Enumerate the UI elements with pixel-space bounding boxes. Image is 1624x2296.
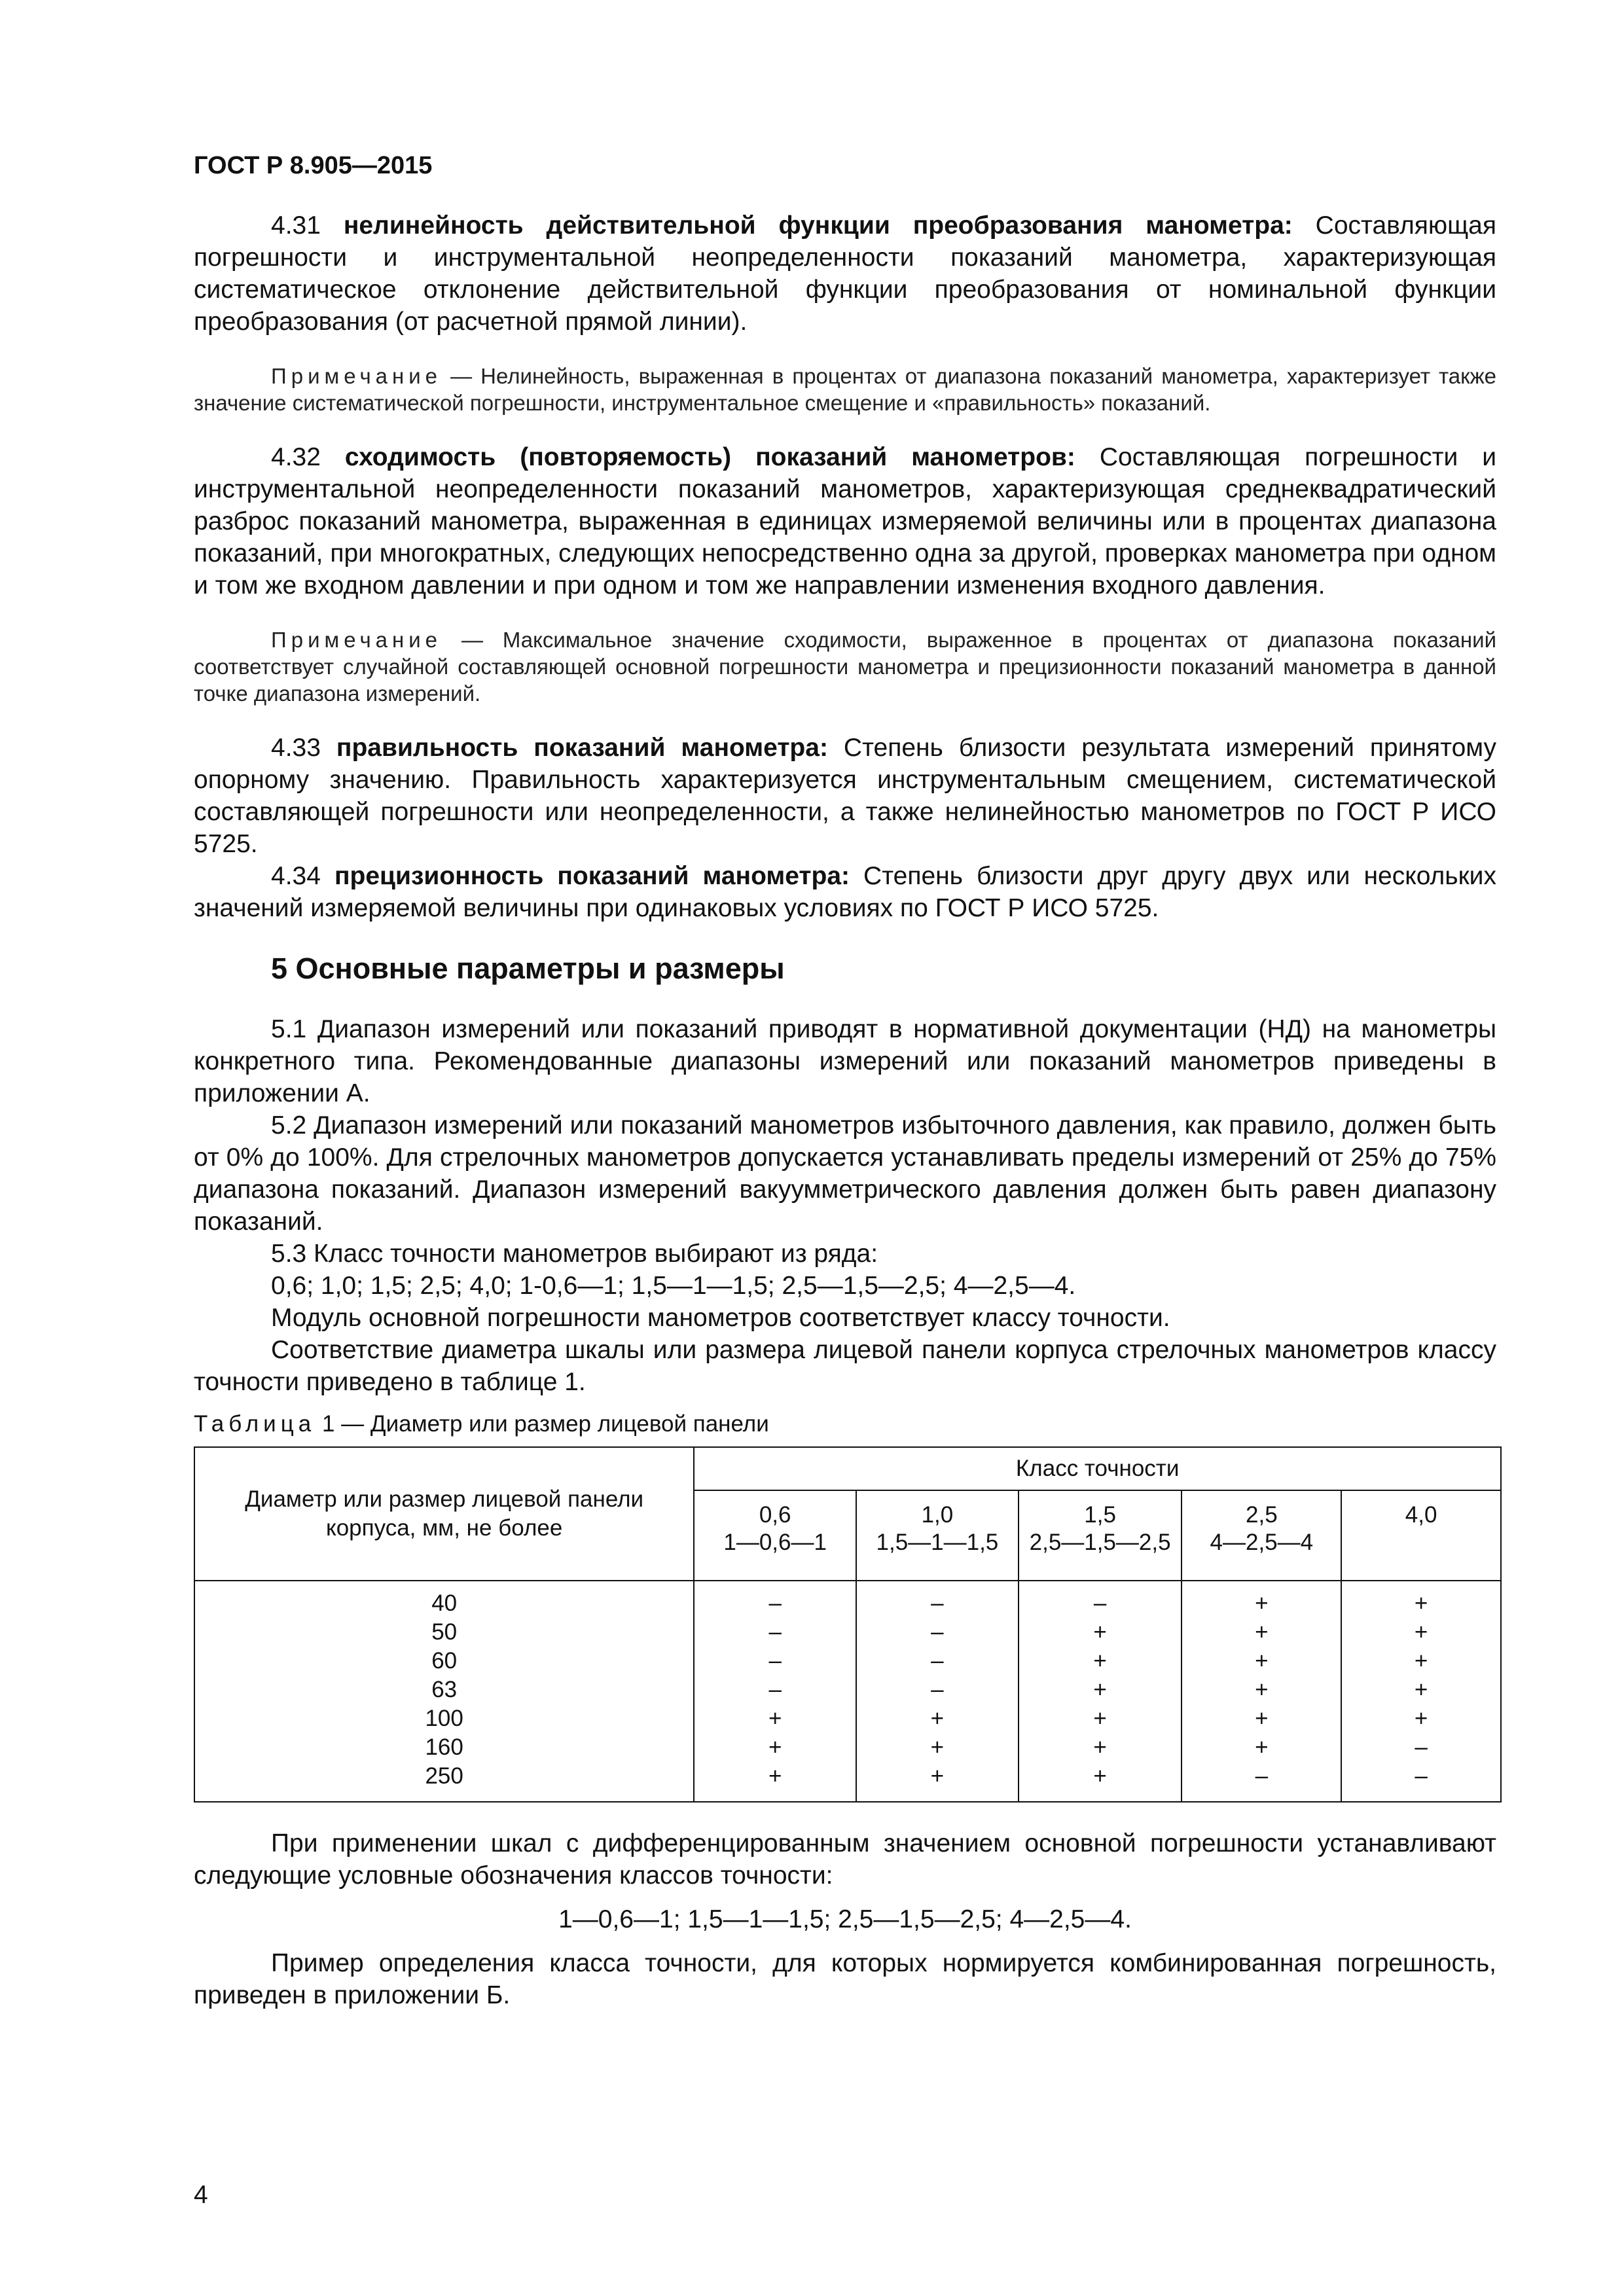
class-value: 1,5	[1084, 1502, 1116, 1528]
table-cell: +	[1414, 1706, 1428, 1731]
table-cell: +	[1414, 1648, 1428, 1674]
definition: Составляющая погрешности и инструментальной неопределенности показаний манометров, характеризующая среднеквадратический разброс показаний манометра, выраженная в единицах измеряемой величины или в процентах диапазона показаний, при многократных, следующих непосредственно одна за другой, проверках манометра при одном и том же входном давлении и при одном и том же направлении изменения входного давления.	[194, 443, 1497, 600]
class-diff: 1—0,6—1	[723, 1530, 827, 1555]
table-cell: –	[931, 1677, 944, 1702]
class-header-3	[1182, 1490, 1341, 1581]
clause-4-31	[194, 209, 1496, 338]
table-cell: 40	[431, 1590, 458, 1616]
table-1	[194, 1446, 1502, 1803]
table-cell: –	[1255, 1763, 1269, 1789]
table-cell: +	[930, 1734, 945, 1760]
table-cell: +	[1255, 1734, 1269, 1760]
table-cell: +	[1093, 1734, 1107, 1760]
table-cell: +	[768, 1734, 782, 1760]
class-value: 4,0	[1405, 1502, 1437, 1528]
table-cell: +	[1414, 1677, 1428, 1702]
clause-number: 4.34	[271, 862, 334, 890]
table-cell: –	[768, 1619, 782, 1645]
table-cell: –	[931, 1619, 944, 1645]
note-1	[194, 363, 1496, 416]
table-caption	[194, 1410, 1496, 1439]
table-cell: +	[1093, 1648, 1107, 1674]
table-cell: +	[1093, 1763, 1107, 1789]
clause-4-32	[194, 441, 1496, 601]
class-header-0	[694, 1490, 856, 1581]
table-cell: +	[1255, 1706, 1269, 1731]
table-cell: +	[1255, 1677, 1269, 1702]
term: правильность показаний манометра:	[336, 734, 828, 762]
class-header-1	[856, 1490, 1019, 1581]
page-header: ГОСТ Р 8.905—2015	[194, 152, 433, 179]
column-header-class: Класс точности	[694, 1447, 1501, 1490]
class-value: 1,0	[921, 1502, 954, 1528]
table-label: Таблица	[194, 1411, 316, 1437]
note-text: — Нелинейность, выраженная в процентах от диапазона показаний манометра, характеризует также значение систематической погрешности, инструментальное смещение и «правильность» показаний.	[194, 364, 1496, 415]
term: нелинейность действительной функции преобразования манометра:	[343, 211, 1293, 240]
class-header-2	[1019, 1490, 1182, 1581]
definition: Составляющая погрешности и инструментальной неопределенности показаний манометра, характеризующая систематическое отклонение действительной функции преобразования от номинальной функции преобразования (от расчетной прямой линии).	[194, 211, 1496, 336]
table-cell: +	[930, 1763, 945, 1789]
table-cell: –	[931, 1648, 944, 1674]
section-5-heading: 5 Основные параметры и размеры	[271, 952, 785, 985]
class-column-4	[1341, 1581, 1501, 1802]
column-header-diameter: Диаметр или размер лицевой панели корпуса, мм, не более	[194, 1447, 694, 1581]
table-cell: +	[768, 1706, 782, 1731]
table-cell: –	[768, 1648, 782, 1674]
table-cell: 160	[425, 1734, 463, 1760]
class-diff: 4—2,5—4	[1210, 1530, 1314, 1555]
note-label: Примечание	[271, 628, 442, 652]
clause-5-3: 5.3 Класс точности манометров выбирают из ряда:	[271, 1240, 878, 1268]
differentiated-series: 1—0,6—1; 1,5—1—1,5; 2,5—1,5—2,5; 4—2,5—4.	[558, 1905, 1132, 1933]
table-cell: –	[768, 1677, 782, 1702]
differentiated-scales-text: При применении шкал с дифференцированным значением основной погрешности устанавливают следующие условные обозначения классов точности:	[194, 1829, 1496, 1890]
table-title: 1 — Диаметр или размер лицевой панели	[316, 1411, 769, 1437]
table-cell: +	[930, 1706, 945, 1731]
table-reference-text: Соответствие диаметра шкалы или размера лицевой панели корпуса стрелочных манометров классу точности приведено в таблице 1.	[194, 1336, 1496, 1396]
table-cell: +	[768, 1763, 782, 1789]
table-cell: –	[1093, 1590, 1107, 1616]
table-cell: 250	[425, 1763, 463, 1789]
table-cell: 50	[431, 1619, 458, 1645]
clause-number: 4.32	[271, 443, 345, 471]
definition: Степень близости друг другу двух или нескольких значений измеряемой величины при одинаковых условиях по ГОСТ Р ИСО 5725.	[194, 862, 1496, 922]
table-cell: –	[1415, 1763, 1428, 1789]
note-2	[194, 626, 1496, 707]
table-cell: +	[1255, 1619, 1269, 1645]
note-label: Примечание	[271, 364, 442, 388]
note-text: — Максимальное значение сходимости, выраженное в процентах от диапазона показаний соответствует случайной составляющей основной погрешности манометра и прецизионности показаний манометра в данной точке диапазона измерений.	[194, 628, 1496, 706]
term: прецизионность показаний манометра:	[334, 862, 850, 890]
class-column-3	[1182, 1581, 1341, 1802]
table-cell: 100	[425, 1706, 463, 1731]
table-cell: +	[1255, 1590, 1269, 1616]
accuracy-series: 0,6; 1,0; 1,5; 2,5; 4,0; 1-0,6—1; 1,5—1—1,5; 2,5—1,5—2,5; 4—2,5—4.	[271, 1272, 1076, 1300]
example-reference-text: Пример определения класса точности, для которых нормируется комбинированная погрешность, приведен в приложении Б.	[194, 1949, 1496, 2009]
table-cell: +	[1093, 1619, 1107, 1645]
class-header-4	[1341, 1490, 1501, 1581]
table-cell: –	[768, 1590, 782, 1616]
table-cell: –	[1415, 1734, 1428, 1760]
table-cell: 60	[431, 1648, 458, 1674]
clause-4-34	[194, 860, 1496, 924]
error-module-text: Модуль основной погрешности манометров соответствует классу точности.	[271, 1304, 1170, 1332]
clause-number: 4.33	[271, 734, 336, 762]
table-cell: +	[1093, 1706, 1107, 1731]
class-column-2	[1019, 1581, 1182, 1802]
table-cell: +	[1255, 1648, 1269, 1674]
page-content	[194, 209, 1496, 2011]
class-diff: 2,5—1,5—2,5	[1029, 1530, 1171, 1555]
clause-5-2: 5.2 Диапазон измерений или показаний манометров избыточного давления, как правило, должен быть от 0% до 100%. Для стрелочных манометров допускается устанавливать пределы измерений от 25% до 75% диапазона показаний. Диапазон измерений вакуумметрического давления должен быть равен диапазону показаний.	[194, 1111, 1496, 1236]
term: сходимость (повторяемость) показаний манометров:	[344, 443, 1075, 471]
class-value: 0,6	[759, 1502, 791, 1528]
page-number: 4	[194, 2181, 208, 2209]
class-value: 2,5	[1246, 1502, 1278, 1528]
table-cell: –	[931, 1590, 944, 1616]
class-column-0	[694, 1581, 856, 1802]
table-cell: +	[1093, 1677, 1107, 1702]
table-cell: +	[1414, 1590, 1428, 1616]
definition: Степень близости результата измерений принятому опорному значению. Правильность характеризуется инструментальным смещением, систематической составляющей погрешности или неопределенности, а также нелинейностью манометров по ГОСТ Р ИСО 5725.	[194, 734, 1497, 858]
diameter-column	[194, 1581, 694, 1802]
table-cell: +	[1414, 1619, 1428, 1645]
class-diff: 1,5—1—1,5	[876, 1530, 999, 1555]
class-column-1	[856, 1581, 1019, 1802]
clause-number: 4.31	[271, 211, 344, 240]
clause-4-33	[194, 732, 1496, 860]
table-cell: 63	[431, 1677, 458, 1702]
clause-5-1: 5.1 Диапазон измерений или показаний приводят в нормативной документации (НД) на манометры конкретного типа. Рекомендованные диапазоны измерений или показаний манометров приведены в приложении А.	[194, 1015, 1496, 1107]
